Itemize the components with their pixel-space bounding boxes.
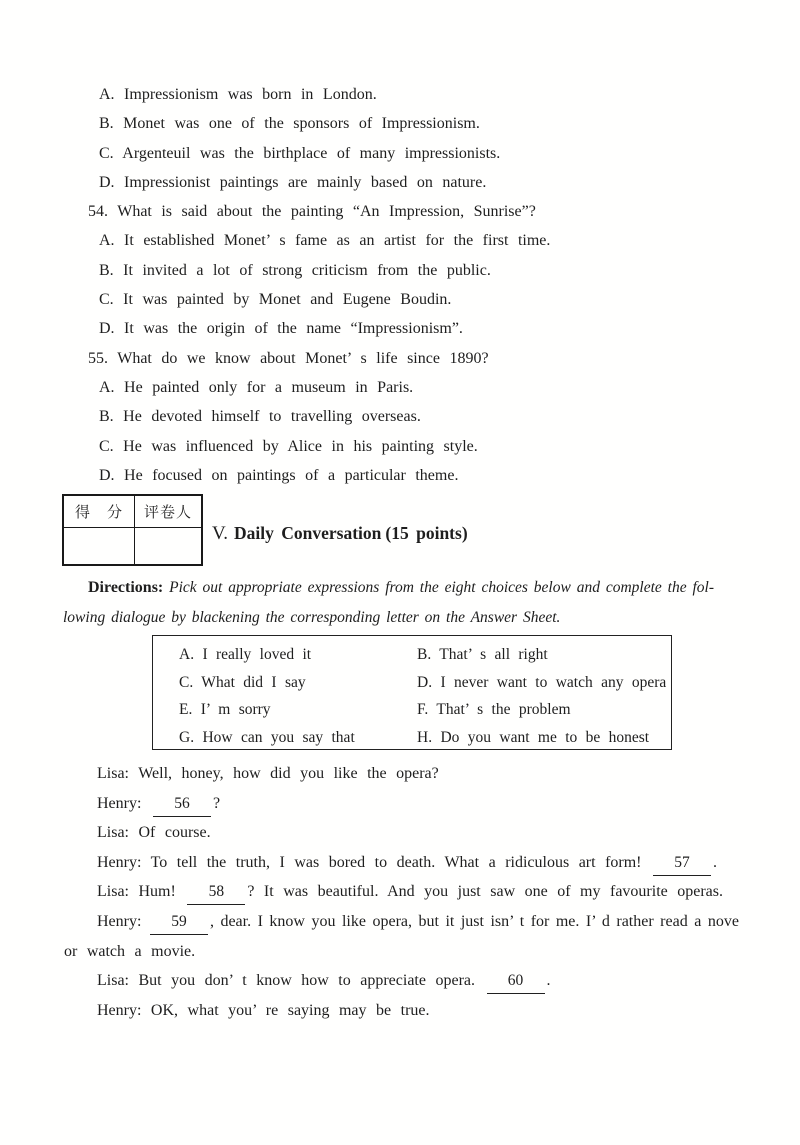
question-line: B. It invited a lot of strong criticism from the public.	[99, 261, 491, 279]
score-entry-cell	[64, 528, 135, 564]
choice-item: A. I really loved it	[179, 646, 312, 663]
answer-blank: 58	[187, 880, 245, 905]
question-line: 55. What do we know about Monet’ s life since 1890?	[88, 349, 489, 367]
score-label: 得 分	[74, 505, 123, 521]
question-line: D. Impressionist paintings are mainly based on nature.	[99, 173, 487, 191]
choice-item: E. I’ m sorry	[179, 701, 271, 718]
section-points: (15 points)	[385, 523, 468, 543]
choice-item: B. That’ s all right	[417, 646, 548, 663]
question-line: C. He was influenced by Alice in his painting style.	[99, 437, 478, 455]
dialogue-line: Henry: 56 ?	[0, 789, 800, 819]
dialogue-line: Henry: OK, what you’ re saying may be true.	[97, 1001, 430, 1019]
question-line: A. Impressionism was born in London.	[99, 86, 377, 103]
directions-text-1: Pick out appropriate expressions from the eight choices below and complete the fol-	[169, 579, 714, 596]
dialogue-block	[0, 759, 800, 1025]
question-line: A. It established Monet’ s fame as an artist for the first time.	[99, 232, 551, 250]
directions-line-2: lowing dialogue by blackening the corresponding letter on the Answer Sheet.	[63, 608, 561, 626]
dialogue-line: Lisa: Hum! 58 ? It was beautiful. And you just saw one of my favourite operas.	[0, 877, 800, 907]
grader-label-cell	[135, 496, 201, 528]
directions-line-1	[0, 573, 800, 603]
question-line: C. It was painted by Monet and Eugene Boudin.	[99, 291, 452, 309]
choice-item: G. How can you say that	[179, 728, 355, 746]
dialogue-line: Henry: 59 , dear. I know you like opera, but it just isn’ t for me. I’ d rather read a nove	[0, 907, 800, 937]
section-numeral: V.	[212, 523, 229, 544]
section-title-text: Daily Conversation	[234, 523, 382, 543]
choices-box	[152, 635, 672, 750]
question-line: C. Argenteuil was the birthplace of many impressionists.	[99, 144, 501, 162]
answer-blank: 59	[150, 910, 208, 935]
question-line: A. He painted only for a museum in Paris.	[99, 378, 414, 396]
question-line: B. Monet was one of the sponsors of Impressionism.	[99, 115, 480, 133]
directions-label: Directions:	[88, 579, 164, 596]
question-line: 54. What is said about the painting “An Impression, Sunrise”?	[88, 203, 536, 221]
answer-blank: 60	[487, 969, 545, 994]
dialogue-line: or watch a movie.	[64, 942, 196, 960]
score-label-cell	[64, 496, 135, 528]
section-title	[212, 520, 468, 546]
question-line: B. He devoted himself to travelling overseas.	[99, 408, 421, 426]
question-line: D. He focused on paintings of a particular theme.	[99, 466, 459, 484]
choice-item: D. I never want to watch any opera	[417, 673, 667, 691]
grader-entry-cell	[135, 528, 201, 564]
choice-item: F. That’ s the problem	[417, 701, 571, 718]
dialogue-line: Henry: To tell the truth, I was bored to death. What a ridiculous art form! 57 .	[0, 848, 800, 878]
question-block	[0, 80, 800, 490]
answer-blank: 56	[153, 792, 211, 817]
score-box	[62, 494, 203, 566]
choice-item: C. What did I say	[179, 673, 306, 691]
dialogue-line: Lisa: But you don’ t know how to appreciate opera. 60 .	[0, 966, 800, 996]
dialogue-line: Lisa: Of course.	[97, 824, 211, 842]
question-line: D. It was the origin of the name “Impressionism”.	[99, 320, 463, 338]
answer-blank: 57	[653, 851, 711, 876]
dialogue-line: Lisa: Well, honey, how did you like the opera?	[97, 765, 439, 782]
choice-item: H. Do you want me to be honest	[417, 728, 650, 746]
directions	[0, 573, 800, 632]
grader-label: 评卷人	[143, 505, 192, 521]
